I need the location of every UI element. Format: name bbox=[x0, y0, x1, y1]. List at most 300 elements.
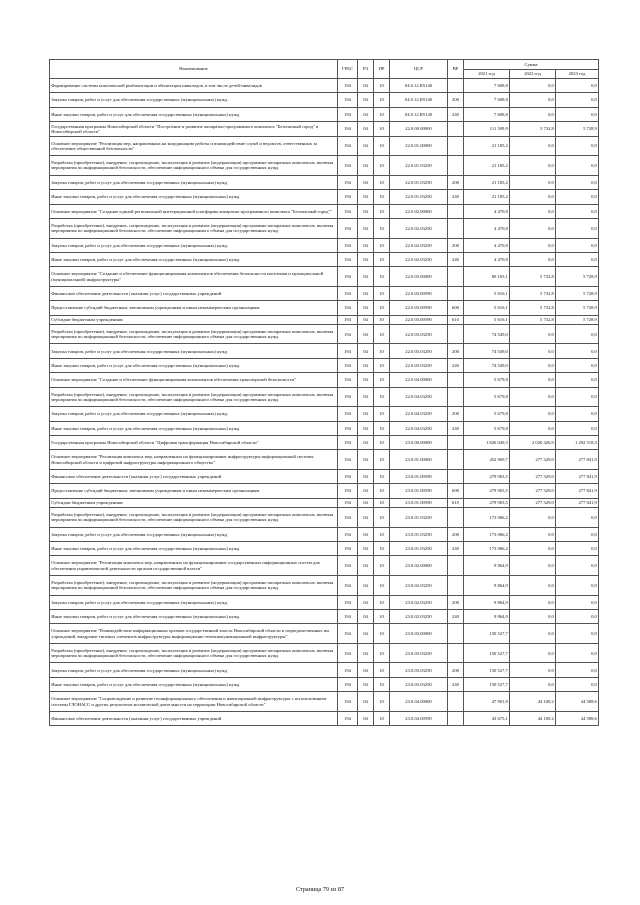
page-number: Страница 79 из 87 bbox=[295, 886, 345, 893]
cell-csr: 23.0.02.00000 bbox=[390, 556, 448, 576]
cell-rz: 04 bbox=[358, 324, 374, 344]
table-row bbox=[50, 527, 599, 541]
cell-pr: 10 bbox=[374, 156, 390, 176]
cell-y2021: 21 185,2 bbox=[464, 136, 510, 156]
cell-y2023: 1 292 518,3 bbox=[556, 436, 599, 450]
cell-rz: 04 bbox=[358, 407, 374, 421]
cell-name: Государственная программа Новосибирской области "Построение и развитие аппаратно-программного комплекса "Безопасный город" в Новосибирской области" bbox=[50, 122, 338, 136]
cell-rz: 04 bbox=[358, 156, 374, 176]
cell-csr: 04.0.12.R5140 bbox=[390, 107, 448, 121]
cell-vr: 610 bbox=[448, 498, 464, 507]
cell-pr: 10 bbox=[374, 358, 390, 372]
cell-y2021: 279 903,5 bbox=[464, 484, 510, 498]
cell-y2021: 7 608,8 bbox=[464, 107, 510, 121]
cell-vr: 610 bbox=[448, 315, 464, 324]
cell-csr: 23.0.03.00000 bbox=[390, 624, 448, 644]
cell-rz: 04 bbox=[358, 175, 374, 189]
cell-grbs: 194 bbox=[338, 156, 358, 176]
cell-y2023: 0,0 bbox=[556, 156, 599, 176]
cell-y2021: 74 549,0 bbox=[464, 358, 510, 372]
cell-rz: 04 bbox=[358, 507, 374, 527]
cell-csr: 23.0.04.00000 bbox=[390, 692, 448, 712]
cell-y2023: 0,0 bbox=[556, 79, 599, 93]
cell-grbs: 194 bbox=[338, 301, 358, 315]
cell-y2022: 0,0 bbox=[510, 556, 556, 576]
cell-grbs: 194 bbox=[338, 286, 358, 300]
cell-pr: 10 bbox=[374, 527, 390, 541]
cell-grbs: 194 bbox=[338, 450, 358, 470]
table-row bbox=[50, 541, 599, 555]
cell-name: Иные закупки товаров, работ и услуг для обеспечения государственных (муниципальных) нужд bbox=[50, 358, 338, 372]
cell-csr: 23.0.03.03250 bbox=[390, 677, 448, 691]
cell-pr: 10 bbox=[374, 324, 390, 344]
table-row bbox=[50, 358, 599, 372]
cell-y2022: 5 732,8 bbox=[510, 301, 556, 315]
cell-name: Основное мероприятие "Сопровождение и развитие геоинформационного обеспечения и навигационной инфраструктуры с использованием системы ГЛОНАСС и других результатов космической деятельности на территории Новосибирской области" bbox=[50, 692, 338, 712]
cell-csr: 23.0.03.03250 bbox=[390, 643, 448, 663]
cell-pr: 10 bbox=[374, 238, 390, 252]
cell-rz: 04 bbox=[358, 301, 374, 315]
cell-pr: 10 bbox=[374, 556, 390, 576]
cell-rz: 04 bbox=[358, 624, 374, 644]
table-row bbox=[50, 663, 599, 677]
cell-rz: 04 bbox=[358, 643, 374, 663]
cell-vr: 200 bbox=[448, 93, 464, 107]
cell-csr: 23.0.04.00590 bbox=[390, 711, 448, 725]
cell-grbs: 194 bbox=[338, 136, 358, 156]
cell-grbs: 194 bbox=[338, 175, 358, 189]
cell-y2023: 0,0 bbox=[556, 358, 599, 372]
cell-grbs: 194 bbox=[338, 484, 358, 498]
cell-pr: 10 bbox=[374, 436, 390, 450]
cell-pr: 10 bbox=[374, 93, 390, 107]
cell-rz: 04 bbox=[358, 122, 374, 136]
cell-csr: 22.0.03.00590 bbox=[390, 286, 448, 300]
cell-pr: 10 bbox=[374, 267, 390, 287]
cell-name: Предоставление субсидий бюджетным, автономным учреждениям и иным некоммерческим организациям bbox=[50, 484, 338, 498]
cell-y2021: 173 066,2 bbox=[464, 527, 510, 541]
table-row bbox=[50, 421, 599, 435]
cell-y2021: 80 165,1 bbox=[464, 267, 510, 287]
cell-name: Закупка товаров, работ и услуг для обеспечения государственных (муниципальных) нужд bbox=[50, 238, 338, 252]
cell-y2023: 0,0 bbox=[556, 324, 599, 344]
cell-y2021: 279 903,5 bbox=[464, 498, 510, 507]
cell-y2022: 0,0 bbox=[510, 107, 556, 121]
cell-vr: 240 bbox=[448, 190, 464, 204]
cell-y2022: 0,0 bbox=[510, 575, 556, 595]
cell-y2023: 277 841,9 bbox=[556, 450, 599, 470]
cell-pr: 10 bbox=[374, 79, 390, 93]
cell-name: Основное мероприятие "Создание единой региональной интеграционной платформы аппаратно-программного комплекса "Безопасный город"" bbox=[50, 204, 338, 218]
cell-y2023: 0,0 bbox=[556, 238, 599, 252]
cell-vr bbox=[448, 79, 464, 93]
cell-csr: 23.0.01.03250 bbox=[390, 507, 448, 527]
table-row bbox=[50, 609, 599, 623]
cell-y2023: 0,0 bbox=[556, 624, 599, 644]
cell-y2021: 74 549,0 bbox=[464, 344, 510, 358]
cell-y2022: 0,0 bbox=[510, 541, 556, 555]
cell-pr: 10 bbox=[374, 252, 390, 266]
cell-y2022: 5 732,8 bbox=[510, 315, 556, 324]
cell-y2021: 21 185,2 bbox=[464, 175, 510, 189]
cell-name: Основное мероприятие "Реализация комплекса мер, направленных на функционирование государственных информационных систем для обеспечения управленческой деятельности органов государственной власти" bbox=[50, 556, 338, 576]
cell-y2023: 5 728,9 bbox=[556, 122, 599, 136]
cell-y2023: 0,0 bbox=[556, 344, 599, 358]
cell-grbs: 194 bbox=[338, 469, 358, 483]
cell-grbs: 194 bbox=[338, 252, 358, 266]
cell-pr: 10 bbox=[374, 692, 390, 712]
cell-y2022: 0,0 bbox=[510, 136, 556, 156]
table-row bbox=[50, 450, 599, 470]
cell-vr bbox=[448, 711, 464, 725]
cell-name: Закупка товаров, работ и услуг для обеспечения государственных (муниципальных) нужд bbox=[50, 595, 338, 609]
cell-grbs: 194 bbox=[338, 315, 358, 324]
cell-name: Разработка (приобретение), внедрение, сопровождение, эксплуатация и развитие (модернизация) программно-аппаратных комплексов, включая мероприятия по информационной безопасности, обеспечение информационного обмена для государственных нужд bbox=[50, 643, 338, 663]
cell-vr bbox=[448, 556, 464, 576]
cell-csr: 22.0.03.00000 bbox=[390, 267, 448, 287]
cell-y2021: 7 608,8 bbox=[464, 79, 510, 93]
cell-pr: 10 bbox=[374, 122, 390, 136]
cell-csr: 22.0.03.03250 bbox=[390, 324, 448, 344]
cell-csr: 22.0.02.03250 bbox=[390, 238, 448, 252]
table-row bbox=[50, 156, 599, 176]
cell-pr: 10 bbox=[374, 498, 390, 507]
table-row bbox=[50, 469, 599, 483]
cell-y2022: 44 100,2 bbox=[510, 692, 556, 712]
table-row bbox=[50, 175, 599, 189]
cell-vr: 200 bbox=[448, 344, 464, 358]
cell-y2023: 0,0 bbox=[556, 609, 599, 623]
cell-vr bbox=[448, 267, 464, 287]
table-row bbox=[50, 436, 599, 450]
cell-grbs: 194 bbox=[338, 677, 358, 691]
cell-vr: 200 bbox=[448, 527, 464, 541]
cell-name: Иные закупки товаров, работ и услуг для обеспечения государственных (муниципальных) нужд bbox=[50, 421, 338, 435]
cell-vr bbox=[448, 156, 464, 176]
cell-y2022: 0,0 bbox=[510, 79, 556, 93]
cell-name: Закупка товаров, работ и услуг для обеспечения государственных (муниципальных) нужд bbox=[50, 527, 338, 541]
cell-name: Закупка товаров, работ и услуг для обеспечения государственных (муниципальных) нужд bbox=[50, 344, 338, 358]
cell-name: Закупка товаров, работ и услуг для обеспечения государственных (муниципальных) нужд bbox=[50, 663, 338, 677]
table-row bbox=[50, 301, 599, 315]
cell-name: Основное мероприятие "Реализация комплекса мер, направленных на функционирование инфраструктуры информационной системы Новосибирской области и цифровой инфраструктуры информационного общества" bbox=[50, 450, 338, 470]
cell-csr: 22.0.03.03250 bbox=[390, 358, 448, 372]
cell-y2023: 0,0 bbox=[556, 643, 599, 663]
cell-rz: 04 bbox=[358, 421, 374, 435]
cell-vr: 200 bbox=[448, 663, 464, 677]
cell-vr: 200 bbox=[448, 595, 464, 609]
cell-y2021: 9 864,9 bbox=[464, 595, 510, 609]
cell-name: Предоставление субсидий бюджетным, автономным учреждениям и иным некоммерческим организациям bbox=[50, 301, 338, 315]
cell-y2023: 5 728,9 bbox=[556, 301, 599, 315]
cell-pr: 10 bbox=[374, 541, 390, 555]
cell-csr: 23.0.00.00000 bbox=[390, 436, 448, 450]
cell-pr: 10 bbox=[374, 204, 390, 218]
cell-rz: 04 bbox=[358, 136, 374, 156]
cell-pr: 10 bbox=[374, 677, 390, 691]
cell-y2022: 5 732,8 bbox=[510, 122, 556, 136]
cell-rz: 04 bbox=[358, 450, 374, 470]
cell-csr: 22.0.04.03250 bbox=[390, 407, 448, 421]
cell-y2022: 277 329,0 bbox=[510, 498, 556, 507]
table-row bbox=[50, 218, 599, 238]
cell-vr: 200 bbox=[448, 407, 464, 421]
cell-vr bbox=[448, 507, 464, 527]
cell-csr: 22.0.01.03250 bbox=[390, 190, 448, 204]
cell-y2023: 277 841,9 bbox=[556, 498, 599, 507]
cell-y2022: 0,0 bbox=[510, 252, 556, 266]
cell-csr: 22.0.04.03250 bbox=[390, 387, 448, 407]
cell-name: Иные закупки товаров, работ и услуг для обеспечения государственных (муниципальных) нужд bbox=[50, 252, 338, 266]
cell-csr: 22.0.02.03250 bbox=[390, 218, 448, 238]
cell-y2023: 5 728,9 bbox=[556, 315, 599, 324]
cell-y2021: 1 826 049,3 bbox=[464, 436, 510, 450]
cell-rz: 04 bbox=[358, 663, 374, 677]
cell-name: Разработка (приобретение), внедрение, сопровождение, эксплуатация и развитие (модернизация) программно-аппаратных комплексов, включая мероприятия по информационной безопасности, обеспечение информационного обмена для государственных нужд bbox=[50, 575, 338, 595]
cell-csr: 23.0.02.03250 bbox=[390, 595, 448, 609]
cell-y2023: 0,0 bbox=[556, 107, 599, 121]
cell-pr: 10 bbox=[374, 373, 390, 387]
cell-pr: 10 bbox=[374, 711, 390, 725]
cell-name: Иные закупки товаров, работ и услуг для обеспечения государственных (муниципальных) нужд bbox=[50, 541, 338, 555]
cell-rz: 04 bbox=[358, 387, 374, 407]
cell-grbs: 194 bbox=[338, 643, 358, 663]
header-year-2021: 2021 год bbox=[464, 70, 510, 79]
table-row bbox=[50, 498, 599, 507]
cell-rz: 04 bbox=[358, 436, 374, 450]
cell-vr bbox=[448, 373, 464, 387]
cell-y2023: 0,0 bbox=[556, 407, 599, 421]
cell-csr: 22.0.01.03250 bbox=[390, 156, 448, 176]
cell-pr: 10 bbox=[374, 609, 390, 623]
cell-vr: 240 bbox=[448, 358, 464, 372]
cell-y2022: 0,0 bbox=[510, 156, 556, 176]
cell-vr bbox=[448, 450, 464, 470]
cell-grbs: 194 bbox=[338, 218, 358, 238]
budget-table bbox=[49, 59, 599, 726]
cell-grbs: 194 bbox=[338, 387, 358, 407]
cell-csr: 23.0.02.03250 bbox=[390, 609, 448, 623]
cell-pr: 10 bbox=[374, 407, 390, 421]
cell-rz: 04 bbox=[358, 711, 374, 725]
cell-rz: 04 bbox=[358, 358, 374, 372]
cell-grbs: 194 bbox=[338, 93, 358, 107]
table-row bbox=[50, 122, 599, 136]
cell-y2022: 44 100,2 bbox=[510, 711, 556, 725]
table-header bbox=[50, 60, 599, 79]
cell-pr: 10 bbox=[374, 315, 390, 324]
cell-pr: 10 bbox=[374, 469, 390, 483]
cell-rz: 04 bbox=[358, 373, 374, 387]
cell-y2023: 5 728,9 bbox=[556, 267, 599, 287]
header-pr: ПР bbox=[374, 60, 390, 79]
cell-name: Основное мероприятие "Реализация мер, направленных на координацию работы и взаимодействие служб и ведомств, ответственных за обеспечение общественной безопасности" bbox=[50, 136, 338, 156]
cell-y2023: 0,0 bbox=[556, 190, 599, 204]
cell-y2022: 0,0 bbox=[510, 507, 556, 527]
cell-vr bbox=[448, 575, 464, 595]
table-row bbox=[50, 373, 599, 387]
cell-pr: 10 bbox=[374, 190, 390, 204]
cell-csr: 22.0.01.00000 bbox=[390, 136, 448, 156]
cell-vr bbox=[448, 624, 464, 644]
table-row bbox=[50, 107, 599, 121]
cell-grbs: 194 bbox=[338, 122, 358, 136]
table-row bbox=[50, 324, 599, 344]
cell-y2023: 0,0 bbox=[556, 93, 599, 107]
cell-y2021: 150 527,7 bbox=[464, 677, 510, 691]
cell-rz: 04 bbox=[358, 677, 374, 691]
table-row bbox=[50, 692, 599, 712]
cell-grbs: 194 bbox=[338, 595, 358, 609]
cell-y2021: 4 470,8 bbox=[464, 252, 510, 266]
cell-y2022: 2 020 426,9 bbox=[510, 436, 556, 450]
cell-rz: 04 bbox=[358, 527, 374, 541]
cell-y2021: 21 185,2 bbox=[464, 190, 510, 204]
header-grbs: ГРБС bbox=[338, 60, 358, 79]
cell-y2021: 7 608,8 bbox=[464, 93, 510, 107]
cell-grbs: 194 bbox=[338, 663, 358, 677]
cell-csr: 22.0.00.00000 bbox=[390, 122, 448, 136]
cell-pr: 10 bbox=[374, 218, 390, 238]
header-rz: РЗ bbox=[358, 60, 374, 79]
cell-name: Финансовое обеспечение деятельности (оказания услуг) государственных учреждений bbox=[50, 469, 338, 483]
cell-rz: 04 bbox=[358, 190, 374, 204]
cell-csr: 23.0.03.03250 bbox=[390, 663, 448, 677]
cell-grbs: 194 bbox=[338, 541, 358, 555]
cell-pr: 10 bbox=[374, 301, 390, 315]
cell-grbs: 194 bbox=[338, 711, 358, 725]
table-row bbox=[50, 595, 599, 609]
cell-pr: 10 bbox=[374, 624, 390, 644]
cell-rz: 04 bbox=[358, 238, 374, 252]
table-row bbox=[50, 344, 599, 358]
cell-y2021: 9 864,9 bbox=[464, 556, 510, 576]
table-row bbox=[50, 190, 599, 204]
cell-vr: 200 bbox=[448, 238, 464, 252]
cell-pr: 10 bbox=[374, 643, 390, 663]
header-csr: ЦСР bbox=[390, 60, 448, 79]
cell-name: Государственная программа Новосибирской области "Цифровая трансформация Новосибирской области" bbox=[50, 436, 338, 450]
cell-csr: 22.0.01.03250 bbox=[390, 175, 448, 189]
cell-y2022: 0,0 bbox=[510, 387, 556, 407]
cell-vr bbox=[448, 286, 464, 300]
cell-rz: 04 bbox=[358, 344, 374, 358]
header-year-2023: 2023 год bbox=[556, 70, 599, 79]
cell-vr bbox=[448, 218, 464, 238]
cell-vr bbox=[448, 643, 464, 663]
cell-grbs: 194 bbox=[338, 421, 358, 435]
cell-rz: 04 bbox=[358, 107, 374, 121]
cell-pr: 10 bbox=[374, 507, 390, 527]
cell-vr: 240 bbox=[448, 677, 464, 691]
cell-name: Разработка (приобретение), внедрение, сопровождение, эксплуатация и развитие (модернизация) программно-аппаратных комплексов, включая мероприятия по информационной безопасности, обеспечение информационного обмена для государственных нужд bbox=[50, 156, 338, 176]
cell-rz: 04 bbox=[358, 79, 374, 93]
cell-y2023: 0,0 bbox=[556, 252, 599, 266]
cell-grbs: 194 bbox=[338, 107, 358, 121]
cell-y2021: 111 509,9 bbox=[464, 122, 510, 136]
cell-pr: 10 bbox=[374, 136, 390, 156]
cell-pr: 10 bbox=[374, 175, 390, 189]
cell-name: Иные закупки товаров, работ и услуг для обеспечения государственных (муниципальных) нужд bbox=[50, 677, 338, 691]
cell-y2023: 0,0 bbox=[556, 175, 599, 189]
cell-y2022: 5 732,8 bbox=[510, 286, 556, 300]
cell-y2022: 0,0 bbox=[510, 609, 556, 623]
table-row bbox=[50, 93, 599, 107]
cell-y2021: 150 527,7 bbox=[464, 643, 510, 663]
cell-y2022: 0,0 bbox=[510, 624, 556, 644]
cell-y2023: 0,0 bbox=[556, 204, 599, 218]
cell-y2021: 150 527,7 bbox=[464, 663, 510, 677]
cell-grbs: 194 bbox=[338, 324, 358, 344]
cell-y2023: 5 728,9 bbox=[556, 286, 599, 300]
table-row bbox=[50, 267, 599, 287]
cell-vr bbox=[448, 387, 464, 407]
table-row bbox=[50, 677, 599, 691]
cell-grbs: 194 bbox=[338, 575, 358, 595]
cell-grbs: 194 bbox=[338, 609, 358, 623]
cell-y2021: 5 616,1 bbox=[464, 301, 510, 315]
table-row bbox=[50, 407, 599, 421]
cell-y2022: 0,0 bbox=[510, 527, 556, 541]
cell-rz: 04 bbox=[358, 204, 374, 218]
cell-y2021: 279 903,5 bbox=[464, 469, 510, 483]
cell-name: Закупка товаров, работ и услуг для обеспечения государственных (муниципальных) нужд bbox=[50, 93, 338, 107]
cell-rz: 04 bbox=[358, 267, 374, 287]
cell-y2021: 4 470,8 bbox=[464, 204, 510, 218]
cell-pr: 10 bbox=[374, 387, 390, 407]
cell-pr: 10 bbox=[374, 450, 390, 470]
cell-grbs: 194 bbox=[338, 190, 358, 204]
cell-vr bbox=[448, 436, 464, 450]
table-row bbox=[50, 79, 599, 93]
cell-vr: 200 bbox=[448, 175, 464, 189]
cell-y2022: 0,0 bbox=[510, 373, 556, 387]
header-year-2022: 2022 год bbox=[510, 70, 556, 79]
cell-y2022: 0,0 bbox=[510, 407, 556, 421]
cell-rz: 04 bbox=[358, 469, 374, 483]
cell-csr: 22.0.03.00590 bbox=[390, 301, 448, 315]
cell-vr bbox=[448, 136, 464, 156]
header-name: Наименование bbox=[50, 60, 338, 79]
cell-y2022: 0,0 bbox=[510, 358, 556, 372]
cell-y2023: 0,0 bbox=[556, 575, 599, 595]
table-row bbox=[50, 387, 599, 407]
cell-name: Основное мероприятие "Взаимодействие информационных органов государственной власти Новосибирской области и подведомственных им учреждений, внедрение типовых элементов инфраструктуры информационно-телекоммуникационной инфраструктуры" bbox=[50, 624, 338, 644]
cell-y2021: 5 616,1 bbox=[464, 286, 510, 300]
cell-y2023: 0,0 bbox=[556, 527, 599, 541]
cell-csr: 23.0.01.00000 bbox=[390, 450, 448, 470]
cell-y2023: 0,0 bbox=[556, 507, 599, 527]
cell-y2022: 0,0 bbox=[510, 324, 556, 344]
cell-pr: 10 bbox=[374, 595, 390, 609]
cell-grbs: 194 bbox=[338, 556, 358, 576]
cell-y2022: 0,0 bbox=[510, 218, 556, 238]
cell-y2023: 277 841,9 bbox=[556, 469, 599, 483]
cell-rz: 04 bbox=[358, 218, 374, 238]
cell-name: Разработка (приобретение), внедрение, сопровождение, эксплуатация и развитие (модернизация) программно-аппаратных комплексов, включая мероприятия по информационной безопасности, обеспечение информационного обмена для государственных нужд bbox=[50, 218, 338, 238]
cell-grbs: 194 bbox=[338, 79, 358, 93]
cell-grbs: 194 bbox=[338, 527, 358, 541]
cell-vr: 600 bbox=[448, 484, 464, 498]
cell-y2023: 44 588,6 bbox=[556, 711, 599, 725]
cell-y2021: 173 066,2 bbox=[464, 507, 510, 527]
cell-csr: 23.0.01.00590 bbox=[390, 469, 448, 483]
table-row bbox=[50, 643, 599, 663]
cell-grbs: 194 bbox=[338, 407, 358, 421]
cell-y2021: 9 864,9 bbox=[464, 609, 510, 623]
table-row bbox=[50, 575, 599, 595]
cell-y2021: 5 679,8 bbox=[464, 387, 510, 407]
